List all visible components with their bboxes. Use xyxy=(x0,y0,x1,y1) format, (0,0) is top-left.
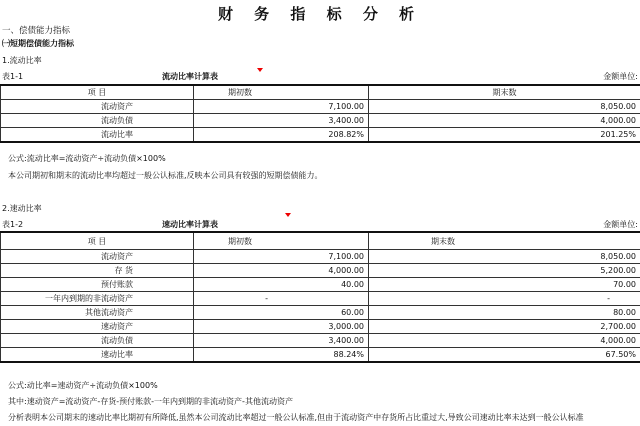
table2-unit: 金额单位: xyxy=(603,220,638,229)
row-begin: 40.00 xyxy=(194,278,369,292)
table-row xyxy=(1,114,640,128)
row-begin: 208.82% xyxy=(194,128,369,143)
row-begin: 3,400.00 xyxy=(194,114,369,128)
row-end: - xyxy=(369,292,640,306)
row-begin: 4,000.00 xyxy=(194,264,369,278)
comment-marker-icon xyxy=(257,68,263,72)
row-label: 预付账款 xyxy=(1,278,194,292)
section-heading: 一、偿债能力指标 xyxy=(2,26,71,36)
item-heading-quick-ratio: 2.速动比率 xyxy=(2,204,42,213)
row-end: 4,000.00 xyxy=(369,114,640,128)
row-label: 流动负债 xyxy=(1,114,194,128)
table-row xyxy=(1,320,640,334)
table-row xyxy=(1,278,640,292)
table-header-row xyxy=(1,232,640,250)
row-end: 80.00 xyxy=(369,306,640,320)
header-end: 期末数 xyxy=(369,85,640,100)
row-label: 一年内到期的非流动资产 xyxy=(1,292,194,306)
row-end: 201.25% xyxy=(369,128,640,143)
table-row xyxy=(1,334,640,348)
table-row xyxy=(1,100,640,114)
header-end: 期末数 xyxy=(369,232,640,250)
table-row xyxy=(1,128,640,143)
item-heading-current-ratio: 1.流动比率 xyxy=(2,56,42,65)
header-begin: 期初数 xyxy=(194,85,369,100)
row-end: 8,050.00 xyxy=(369,250,640,264)
table-row xyxy=(1,306,640,320)
row-end: 5,200.00 xyxy=(369,264,640,278)
row-begin: 7,100.00 xyxy=(194,100,369,114)
row-label: 存 货 xyxy=(1,264,194,278)
formula-quick-ratio: 公式:动比率=速动资产÷流动负债×100% xyxy=(8,381,158,390)
row-begin: 88.24% xyxy=(194,348,369,363)
row-end: 2,700.00 xyxy=(369,320,640,334)
row-end: 67.50% xyxy=(369,348,640,363)
row-begin: 3,400.00 xyxy=(194,334,369,348)
comment-quick-ratio: 分析表明本公司期末的速动比率比期初有所降低,虽然本公司流动比率超过一般公认标准,但由于流动资产中存货所占比重过大,导致公司速动比率未达到一般公认标准 xyxy=(8,413,584,422)
formula-current-ratio: 公式:流动比率=流动资产÷流动负债×100% xyxy=(8,154,166,163)
table2-name: 速动比率计算表 xyxy=(162,220,218,229)
table-row xyxy=(1,250,640,264)
row-label: 其他流动资产 xyxy=(1,306,194,320)
row-begin: 60.00 xyxy=(194,306,369,320)
table1-name: 流动比率计算表 xyxy=(162,72,218,81)
row-label: 速动资产 xyxy=(1,320,194,334)
table2-caption xyxy=(0,219,640,230)
table-header-row xyxy=(1,85,640,100)
header-begin: 期初数 xyxy=(194,232,369,250)
table1-id: 表1-1 xyxy=(2,72,24,81)
row-end: 8,050.00 xyxy=(369,100,640,114)
table2-id: 表1-2 xyxy=(2,220,24,229)
table1-caption xyxy=(0,71,640,82)
current-ratio-table xyxy=(0,84,640,143)
quick-ratio-table xyxy=(0,231,640,363)
row-label: 流动资产 xyxy=(1,250,194,264)
row-label: 流动比率 xyxy=(1,128,194,143)
row-end: 70.00 xyxy=(369,278,640,292)
row-end: 4,000.00 xyxy=(369,334,640,348)
row-label: 流动资产 xyxy=(1,100,194,114)
formula-quick-assets: 其中:速动资产=流动资产-存货-预付账款-一年内到期的非流动资产-其他流动资产 xyxy=(8,397,293,406)
page-title: 财 务 指 标 分 析 xyxy=(217,5,423,23)
header-item: 项 目 xyxy=(1,232,194,250)
row-begin: - xyxy=(194,292,369,306)
comment-current-ratio: 本公司期初和期末的流动比率均超过一般公认标准,反映本公司具有较强的短期偿债能力。 xyxy=(8,171,323,180)
table-row xyxy=(1,292,640,306)
subsection-heading: ㈠短期偿债能力指标 xyxy=(2,39,74,48)
table1-unit: 金额单位: xyxy=(603,72,638,81)
table-row xyxy=(1,348,640,363)
row-begin: 3,000.00 xyxy=(194,320,369,334)
row-begin: 7,100.00 xyxy=(194,250,369,264)
row-label: 速动比率 xyxy=(1,348,194,363)
row-label: 流动负债 xyxy=(1,334,194,348)
table-row xyxy=(1,264,640,278)
comment-marker-icon xyxy=(285,213,291,217)
header-item: 项 目 xyxy=(1,85,194,100)
